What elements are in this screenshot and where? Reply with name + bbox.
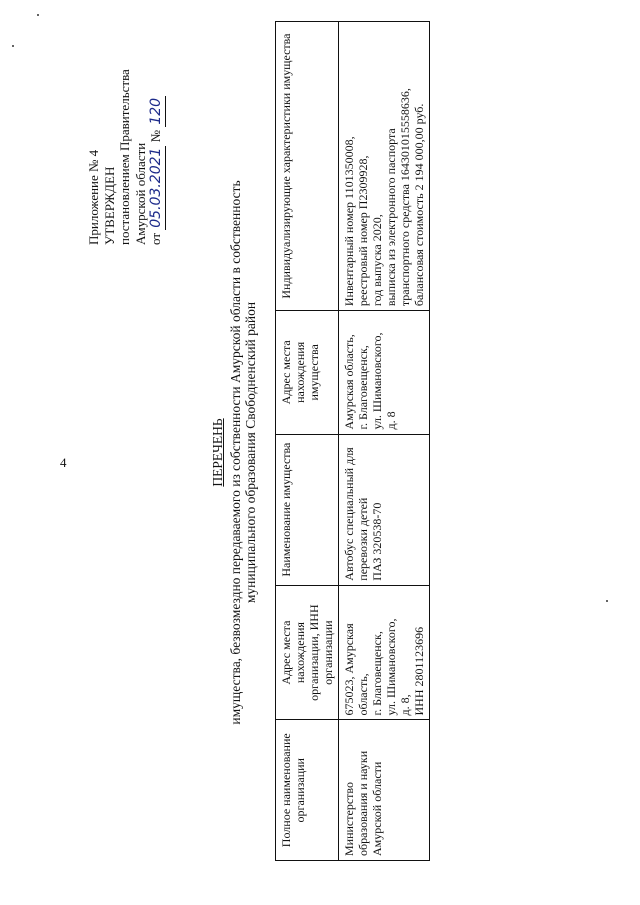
table-header-row [276,22,339,861]
approval-date-line [148,15,166,245]
date-prefix: от [148,232,163,245]
header-org-name: Полное наименование организации [276,720,339,861]
approval-resolution: постановлением Правительства [117,69,132,245]
number-prefix: № [148,129,163,143]
title-line-1: имущества, безвозмездно передаваемого из собственности Амурской области в собственность [227,180,243,725]
cell-org-name: Министерство образования и науки Амурской области [339,720,430,861]
table-row [339,22,430,861]
handwritten-number: 120 [148,97,164,125]
cell-org-address: 675023, Амурская область, г. Благовещенск, ул. Шимановского, д. 8, ИНН 2801123696 [339,585,430,720]
cell-property-name: Автобус специальный для перевозки детей ПАЗ 320538-70 [339,434,430,585]
header-org-address: Адрес места нахождения организации, ИНН организации [276,585,339,720]
cell-property-characteristics: Инвентарный номер 1101350008, реестровый номер П2309928, год выпуска 2020, выписка из электронного паспорта транспортного средства 164301015558636, балансовая стоимость 2 194 000,00 руб. [339,22,430,311]
scan-speck [12,45,14,47]
title-line-2: муниципального образования Свободненский район [243,301,258,604]
header-property-name: Наименование имущества [276,434,339,585]
scan-speck [37,14,39,16]
approval-block [86,15,166,245]
approval-approved: УТВЕРЖДЕН [101,166,117,245]
scan-speck [606,600,608,602]
header-property-characteristics: Индивидуализирующие характеристики имущества [276,22,339,311]
header-property-address: Адрес места нахождения имущества [276,311,339,434]
page-number: 4 [60,455,67,470]
property-table [275,21,430,861]
approval-region: Амурской области [132,142,148,245]
approval-appendix: Приложение № 4 [86,149,101,245]
cell-property-address: Амурская область, г. Благовещенск, ул. Шимановского, д. 8 [339,311,430,434]
title-heading: ПЕРЕЧЕНЬ [210,418,225,487]
handwritten-date: 05.03.2021 [148,147,164,228]
document-title [210,40,259,865]
